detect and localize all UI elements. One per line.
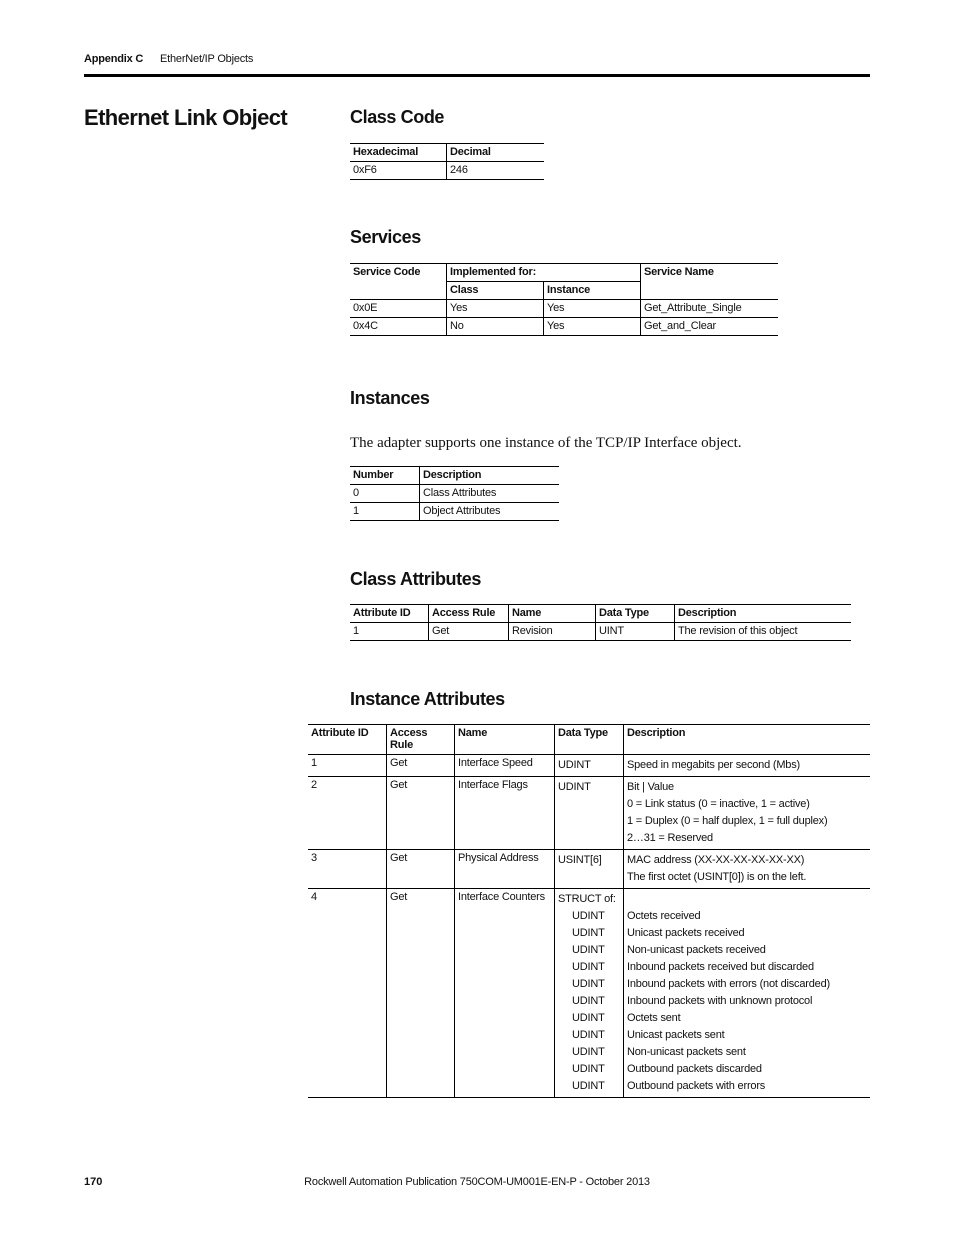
description-cell	[624, 755, 871, 777]
description-line: 0 = Link status (0 = inactive, 1 = active)	[627, 798, 810, 810]
table-cell: 0x4C	[350, 318, 447, 336]
class-attributes-heading: Class Attributes	[350, 569, 481, 589]
description-line: Non-unicast packets received	[627, 944, 766, 956]
header-section: EtherNet/IP Objects	[160, 53, 254, 65]
cell-text: Interface Speed	[458, 757, 533, 769]
table-header: Name	[455, 725, 555, 755]
table-cell: Yes	[544, 300, 641, 318]
data-type-line: UDINT	[558, 781, 591, 793]
attribute-id-cell	[308, 850, 387, 889]
table-row	[350, 485, 559, 503]
table-cell: No	[447, 318, 544, 336]
table-row	[308, 889, 870, 1098]
page-title: Ethernet Link Object	[84, 105, 288, 130]
instances-table	[350, 466, 559, 521]
description-line	[627, 891, 867, 908]
attribute-id-cell	[308, 755, 387, 777]
services-table	[350, 263, 778, 336]
data-type-cell	[555, 755, 624, 777]
cell-text: Get	[390, 852, 408, 864]
publication-footer: Rockwell Automation Publication 750COM-UM001E-EN-P - October 2013	[304, 1176, 650, 1188]
table-header: Attribute ID	[350, 605, 429, 623]
data-type-line: UDINT	[572, 1012, 605, 1024]
description-line: Outbound packets discarded	[627, 1063, 762, 1075]
cell-text: 1	[311, 757, 317, 769]
attribute-name-cell	[455, 889, 555, 1098]
table-row	[308, 755, 870, 777]
description-cell	[624, 777, 871, 850]
data-type-line: UDINT	[572, 995, 605, 1007]
table-header: Number	[350, 467, 420, 485]
description-line: Inbound packets with unknown protocol	[627, 995, 813, 1007]
table-cell: 0	[350, 485, 420, 503]
instance-attributes-table	[308, 724, 870, 1098]
data-type-line: UDINT	[572, 978, 605, 990]
table-cell: Get_Attribute_Single	[641, 300, 779, 318]
access-rule-cell	[387, 889, 455, 1098]
data-type-cell	[555, 889, 624, 1098]
table-cell: 1	[350, 623, 429, 641]
table-header: Description	[675, 605, 852, 623]
data-type-line: UDINT	[572, 1029, 605, 1041]
table-header: Data Type	[555, 725, 624, 755]
table-cell: 1	[350, 503, 420, 521]
table-cell: Get_and_Clear	[641, 318, 779, 336]
data-type-cell	[555, 850, 624, 889]
access-rule-cell	[387, 777, 455, 850]
table-header: Service Name	[641, 264, 779, 300]
attribute-id-cell	[308, 777, 387, 850]
table-header: Name	[509, 605, 596, 623]
class-code-heading: Class Code	[350, 107, 445, 127]
services-heading: Services	[350, 227, 421, 247]
table-cell: Class Attributes	[420, 485, 560, 503]
cell-text: Get	[390, 891, 408, 903]
description-line: Unicast packets received	[627, 927, 745, 939]
data-type-line: UDINT	[572, 910, 605, 922]
table-row	[350, 300, 778, 318]
description-line: Octets sent	[627, 1012, 681, 1024]
table-cell: Get	[429, 623, 509, 641]
access-rule-cell	[387, 850, 455, 889]
data-type-line: UDINT	[572, 1046, 605, 1058]
data-type-line: UDINT	[572, 961, 605, 973]
description-line: Non-unicast packets sent	[627, 1046, 746, 1058]
header-rule	[84, 74, 870, 77]
table-header: Description	[420, 467, 560, 485]
description-cell	[624, 889, 871, 1098]
table-cell: 0xF6	[350, 162, 447, 180]
table-cell: Object Attributes	[420, 503, 560, 521]
table-row	[350, 162, 544, 180]
description-line: 2…31 = Reserved	[627, 832, 713, 844]
cell-text: 2	[311, 779, 317, 791]
table-header: Instance	[544, 282, 641, 300]
table-row	[308, 777, 870, 850]
data-type-line: UDINT	[572, 1063, 605, 1075]
page-number: 170	[84, 1176, 103, 1188]
description-line: The first octet (USINT[0]) is on the left.	[627, 871, 807, 883]
table-header: Service Code	[350, 264, 447, 300]
instances-heading: Instances	[350, 388, 430, 408]
access-rule-cell	[387, 755, 455, 777]
cell-text: Get	[390, 757, 408, 769]
description-cell	[624, 850, 871, 889]
attribute-id-cell	[308, 889, 387, 1098]
description-line: Outbound packets with errors	[627, 1080, 766, 1092]
cell-text: 4	[311, 891, 317, 903]
class-code-table	[350, 143, 544, 180]
data-type-line: STRUCT of:	[558, 893, 616, 905]
data-type-line: UDINT	[572, 1080, 605, 1092]
table-header: Decimal	[447, 144, 545, 162]
description-line: Bit | Value	[627, 781, 674, 793]
table-header: Access Rule	[387, 725, 455, 755]
table-cell: 0x0E	[350, 300, 447, 318]
table-header: Data Type	[596, 605, 675, 623]
table-header: Attribute ID	[308, 725, 387, 755]
table-header: Hexadecimal	[350, 144, 447, 162]
description-line: Speed in megabits per second (Mbs)	[627, 759, 800, 771]
description-line: Inbound packets with errors (not discarded)	[627, 978, 830, 990]
table-cell: The revision of this object	[675, 623, 852, 641]
header-appendix: Appendix C	[84, 53, 144, 65]
table-row	[350, 623, 851, 641]
description-line: Unicast packets sent	[627, 1029, 725, 1041]
table-cell: Revision	[509, 623, 596, 641]
table-header: Class	[447, 282, 544, 300]
table-header: Description	[624, 725, 871, 755]
cell-text: Interface Counters	[458, 891, 545, 903]
table-header: Implemented for:	[447, 264, 641, 282]
table-cell: Yes	[544, 318, 641, 336]
data-type-line: UDINT	[558, 759, 591, 771]
cell-text: 3	[311, 852, 317, 864]
description-line: 1 = Duplex (0 = half duplex, 1 = full duplex)	[627, 815, 828, 827]
instances-description: The adapter supports one instance of the TCP/IP Interface object.	[350, 435, 742, 451]
attribute-name-cell	[455, 777, 555, 850]
data-type-cell	[555, 777, 624, 850]
table-row	[350, 318, 778, 336]
description-line: Octets received	[627, 910, 701, 922]
class-attributes-table	[350, 604, 851, 641]
instance-attributes-heading: Instance Attributes	[350, 689, 505, 709]
table-cell: UINT	[596, 623, 675, 641]
attribute-name-cell	[455, 850, 555, 889]
table-row	[308, 850, 870, 889]
table-cell: 246	[447, 162, 545, 180]
cell-text: Physical Address	[458, 852, 539, 864]
data-type-line: UDINT	[572, 944, 605, 956]
description-line: MAC address (XX-XX-XX-XX-XX-XX)	[627, 854, 805, 866]
table-header: Access Rule	[429, 605, 509, 623]
data-type-line: USINT[6]	[558, 854, 602, 866]
description-line: Inbound packets received but discarded	[627, 961, 814, 973]
cell-text: Get	[390, 779, 408, 791]
table-row	[350, 503, 559, 521]
attribute-name-cell	[455, 755, 555, 777]
data-type-line: UDINT	[572, 927, 605, 939]
table-cell: Yes	[447, 300, 544, 318]
cell-text: Interface Flags	[458, 779, 528, 791]
